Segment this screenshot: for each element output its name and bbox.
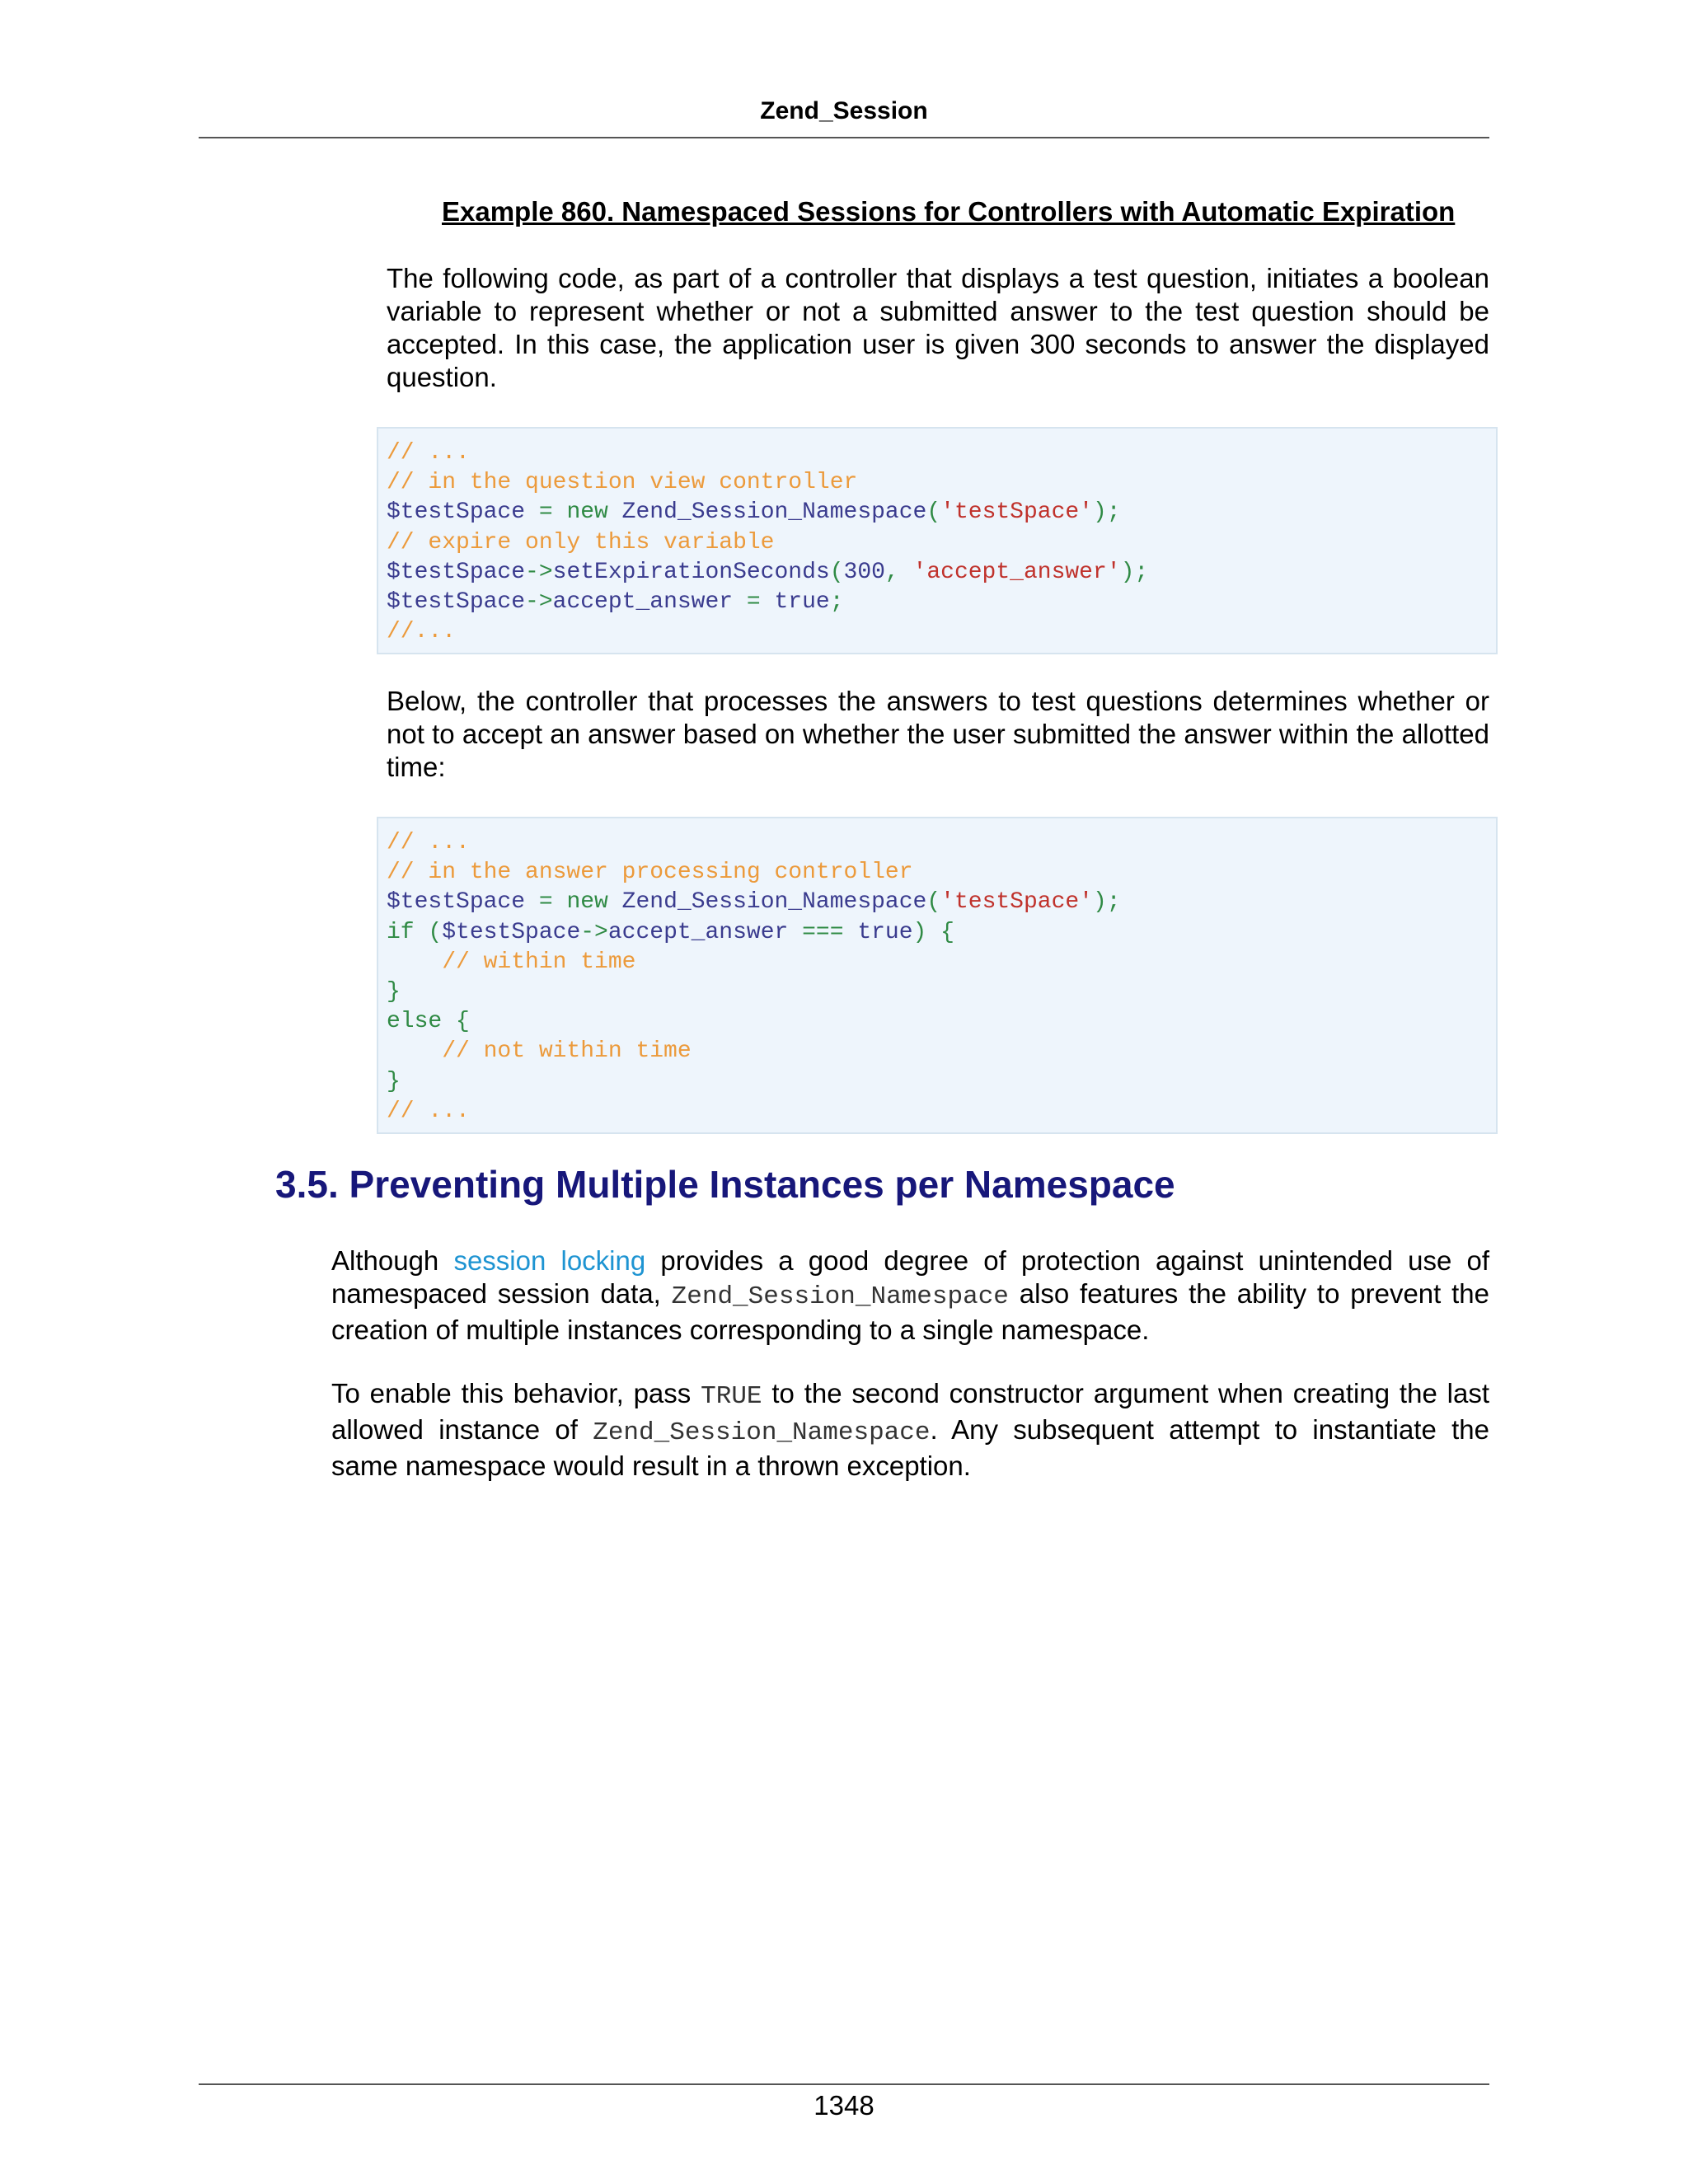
code-token: $testSpace	[387, 559, 526, 585]
code-token: (	[926, 889, 941, 916]
code-token: ->	[580, 919, 608, 945]
code-line: // ...	[387, 440, 470, 466]
text-run: to the second constructor argument when creating the last allowed instance of	[331, 1378, 1489, 1445]
code-token: $testSpace	[387, 889, 526, 916]
inline-code: TRUE	[701, 1382, 762, 1411]
code-token: new	[566, 499, 608, 526]
code-token: (	[829, 559, 844, 585]
code-line: // ...	[387, 830, 470, 855]
code-line: // within time	[387, 949, 636, 975]
code-token: ,	[884, 559, 913, 585]
code-line: // ...	[387, 1098, 470, 1124]
code-line: // expire only this variable	[387, 529, 775, 555]
text-run: . Any subsequent attempt to instantiate the same namespace would result in a thrown exception.	[331, 1414, 1489, 1481]
code-block-question-controller	[377, 427, 1498, 654]
code-line: else {	[387, 1009, 470, 1035]
code-token: =	[733, 588, 775, 615]
code-line: //...	[387, 619, 457, 645]
code-token: setExpirationSeconds	[552, 559, 830, 585]
page-number: 1348	[814, 2090, 874, 2121]
code-token: accept_answer	[607, 919, 789, 945]
code-line: // not within time	[387, 1038, 692, 1065]
text-run: Although	[331, 1245, 454, 1276]
session-locking-paragraph	[331, 1244, 1489, 1347]
code-line: // in the question view controller	[387, 470, 858, 496]
code-token: 300	[843, 559, 885, 585]
code-line	[387, 558, 1488, 588]
code-line: }	[387, 978, 401, 1005]
example-title: Example 860. Namespaced Sessions for Controllers with Automatic Expiration	[442, 196, 1456, 227]
code-token: Zend_Session_Namespace	[607, 889, 927, 916]
code-line	[387, 918, 1488, 948]
code-token: );	[1093, 889, 1121, 916]
code-token: true	[857, 919, 913, 945]
footer-rule	[199, 2083, 1489, 2085]
code-token: 'testSpace'	[940, 889, 1093, 916]
code-token: 'testSpace'	[940, 499, 1093, 526]
code-token: if (	[387, 919, 443, 945]
code-token: ===	[788, 919, 858, 945]
code-token: $testSpace	[387, 499, 526, 526]
code-line: // in the answer processing controller	[387, 860, 913, 886]
session-locking-link[interactable]: session locking	[453, 1245, 646, 1276]
page-header-title: Zend_Session	[760, 97, 928, 124]
code-line	[387, 888, 1488, 917]
code-token: =	[525, 499, 567, 526]
inline-code: Zend_Session_Namespace	[593, 1418, 931, 1447]
code-line: }	[387, 1068, 401, 1094]
code-token: );	[1120, 559, 1149, 585]
code-token: 'accept_answer'	[912, 559, 1121, 585]
code-token: (	[926, 499, 941, 526]
text-run: also features the ability to prevent the creation of multiple instances corresponding to a single namespace.	[331, 1278, 1489, 1345]
intro-paragraph: The following code, as part of a controller that displays a test question, initiates a boolean variable to represent whether or not a submitted answer to the test question should be accepted. In this case, the application user is given 300 seconds to answer the displayed question.	[387, 263, 1489, 392]
header-rule	[199, 137, 1489, 138]
code-token: ->	[525, 559, 553, 585]
answer-controller-paragraph: Below, the controller that processes the answers to test questions determines whether or not to accept an answer based on whether the user submitted the answer within the allotted time:	[387, 686, 1489, 782]
code-token: $testSpace	[442, 919, 581, 945]
inline-code: Zend_Session_Namespace	[671, 1282, 1009, 1311]
code-token: accept_answer	[552, 588, 734, 615]
code-token: ->	[525, 588, 553, 615]
code-line	[387, 498, 1488, 527]
code-token: new	[566, 889, 608, 916]
code-token: =	[525, 889, 567, 916]
section-heading: 3.5. Preventing Multiple Instances per Namespace	[275, 1163, 1175, 1206]
code-token: $testSpace	[387, 588, 526, 615]
text-run: To enable this behavior, pass	[331, 1378, 701, 1408]
code-token: );	[1093, 499, 1121, 526]
enable-behavior-paragraph	[331, 1377, 1489, 1483]
code-token: ;	[829, 588, 844, 615]
code-token: ) {	[912, 919, 954, 945]
code-line	[387, 588, 1488, 617]
code-block-answer-controller	[377, 817, 1498, 1134]
code-token: Zend_Session_Namespace	[607, 499, 927, 526]
code-token: true	[774, 588, 830, 615]
text-run: provides a good degree of protection against unintended use of namespaced session data,	[331, 1245, 1489, 1309]
